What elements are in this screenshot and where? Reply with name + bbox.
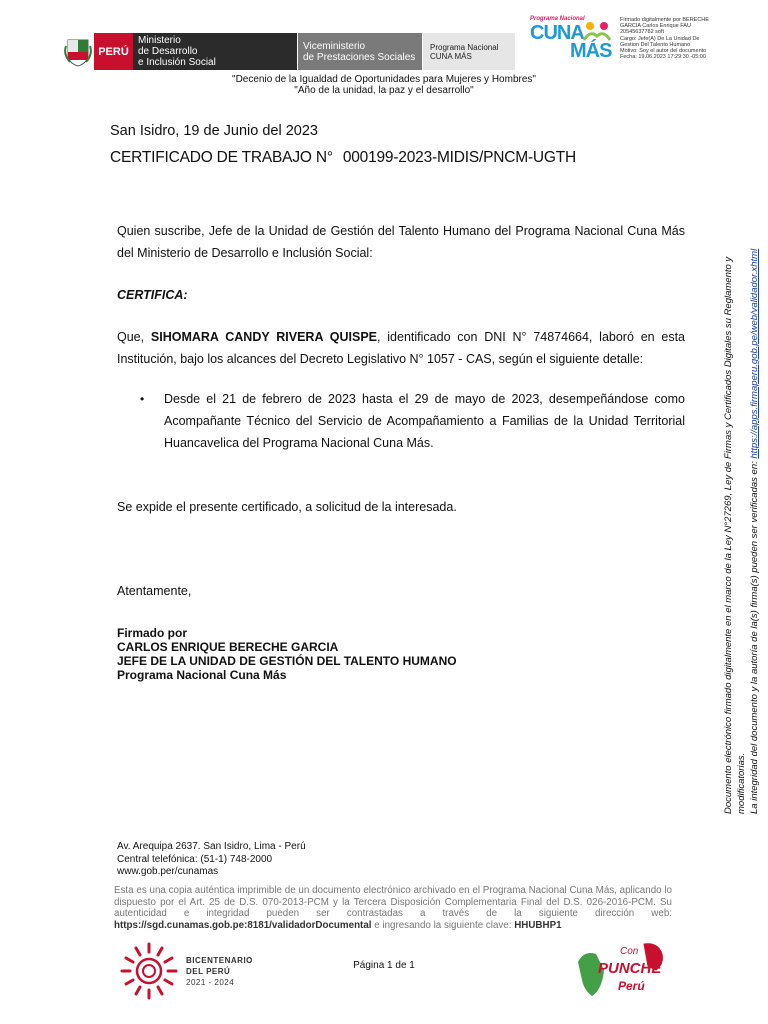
decenio-line: "Decenio de la Igualdad de Oportunidades para Mujeres y Hombres" bbox=[232, 74, 536, 85]
expide-paragraph: Se expide el presente certificado, a solicitud de la interesada. bbox=[117, 500, 457, 514]
employment-detail-item: • Desde el 21 de febrero de 2023 hasta el 29 de mayo de 2023, desempeñándose como Acompañante Técnico del Servicio de Acompañamiento a Familias de la Unidad Territorial Huancavelica del Programa Nacional Cuna Más. bbox=[140, 388, 685, 454]
signature-block: Firmado por CARLOS ENRIQUE BERECHE GARCIA JEFE DE LA UNIDAD DE GESTIÓN DEL TALENTO HUMANO Programa Nacional Cuna Más bbox=[117, 626, 457, 682]
ministry-label: Ministerio de Desarrollo e Inclusión Social bbox=[133, 33, 297, 70]
page-number: Página 1 de 1 bbox=[353, 960, 415, 971]
certifica-heading: CERTIFICA: bbox=[117, 288, 188, 302]
government-banner bbox=[62, 33, 515, 70]
punche-main-text: PUNCHE bbox=[598, 960, 662, 977]
validation-key: HHUBHP1 bbox=[514, 919, 562, 931]
bicentenario-emblem-icon bbox=[118, 940, 180, 1002]
peru-shield-icon bbox=[62, 33, 94, 70]
vertical-legal-note: Documento electrónico firmado digitalmente en el marco de la Ley N°27269, Ley de Firmas y Certificados Digitales su Reglamento y modificatorias. La integridad del documento y la autoría de la(s) firma(s) pueden ser verificadas en: https://apps.firmaperu.gob.pe/web/validador.xhtml bbox=[723, 248, 760, 814]
program-label: Programa Nacional CUNA MÁS bbox=[423, 33, 515, 70]
worker-paragraph: Que, SIHOMARA CANDY RIVERA QUISPE, identificado con DNI N° 74874664, laboró en esta Institución, bajo los alcances del Decreto Legislativo N° 1057 - CAS, según el siguiente detalle: bbox=[117, 330, 685, 366]
viceministry-label: Viceministerio de Prestaciones Sociales bbox=[298, 33, 422, 70]
bullet-icon: • bbox=[140, 392, 145, 406]
digital-signature-stamp: Firmado digitalmente por BERECHE GARCIA Carlos Enrique FAU 20545637782 soft Cargo: Jefe(A) De La Unidad De Gestion Del Talento Humano Motivo: Soy el autor del documento Fecha: 19.06.2023 17:29:30 -05:00 bbox=[620, 17, 709, 61]
validation-url[interactable]: https://sgd.cunamas.gob.pe:8181/validadorDocumental bbox=[114, 919, 372, 931]
worker-name: SIHOMARA CANDY RIVERA QUISPE bbox=[150, 330, 378, 344]
con-punche-peru-logo bbox=[574, 940, 674, 998]
punche-peru-text: Perú bbox=[618, 979, 645, 993]
closing-line: Atentamente, bbox=[117, 584, 192, 598]
website-link[interactable]: www.gob.per/cunamas bbox=[117, 866, 219, 877]
intro-paragraph: Quien suscribe, Jefe de la Unidad de Gestión del Talento Humano del Programa Nacional Cuna Más del Ministerio de Desarrollo e Inclusión Social: bbox=[117, 224, 685, 260]
authentic-copy-note: Esta es una copia auténtica imprimible de un documento electrónico archivado en el Programa Nacional Cuna Más, aplicando lo dispuesto por el Art. 25 de D.S. 070-2013-PCM y la Tercera Disposición Complementaria Final del D.S. 026-2016-PCM. Su autenticidad e integridad pueden ser contrastadas a través de la siguiente dirección web: https://sgd.cunamas.gob.pe:8181/validadorDocumental e ingresando la siguiente clave: HHUBHP1 bbox=[114, 885, 672, 931]
validator-link[interactable]: https://apps.firmaperu.gob.pe/web/validador.xhtml bbox=[749, 248, 760, 459]
cuna-mas-logo: Programa Nacional CUNA MÁS bbox=[530, 16, 612, 62]
document-date: San Isidro, 19 de Junio del 2023 bbox=[110, 123, 318, 139]
cuna-mas-figure-icon bbox=[582, 20, 612, 42]
year-motto-line: "Año de la unidad, la paz y el desarrollo" bbox=[294, 85, 474, 96]
footer-address: Av. Arequipa 2637. San Isidro, Lima - Perú Central telefónica: (51-1) 748-2000 www.gob.per/cunamas bbox=[117, 841, 306, 877]
peru-label: PERÚ bbox=[94, 33, 133, 70]
certificate-number: 000199-2023-MIDIS/PNCM-UGTH bbox=[342, 149, 577, 166]
punche-con-text: Con bbox=[620, 946, 639, 957]
bicentenario-logo: BICENTENARIO DEL PERÚ 2021 - 2024 bbox=[118, 940, 253, 1002]
certificate-title: CERTIFICADO DE TRABAJO N° 000199-2023-MIDIS/PNCM-UGTH bbox=[110, 149, 577, 166]
